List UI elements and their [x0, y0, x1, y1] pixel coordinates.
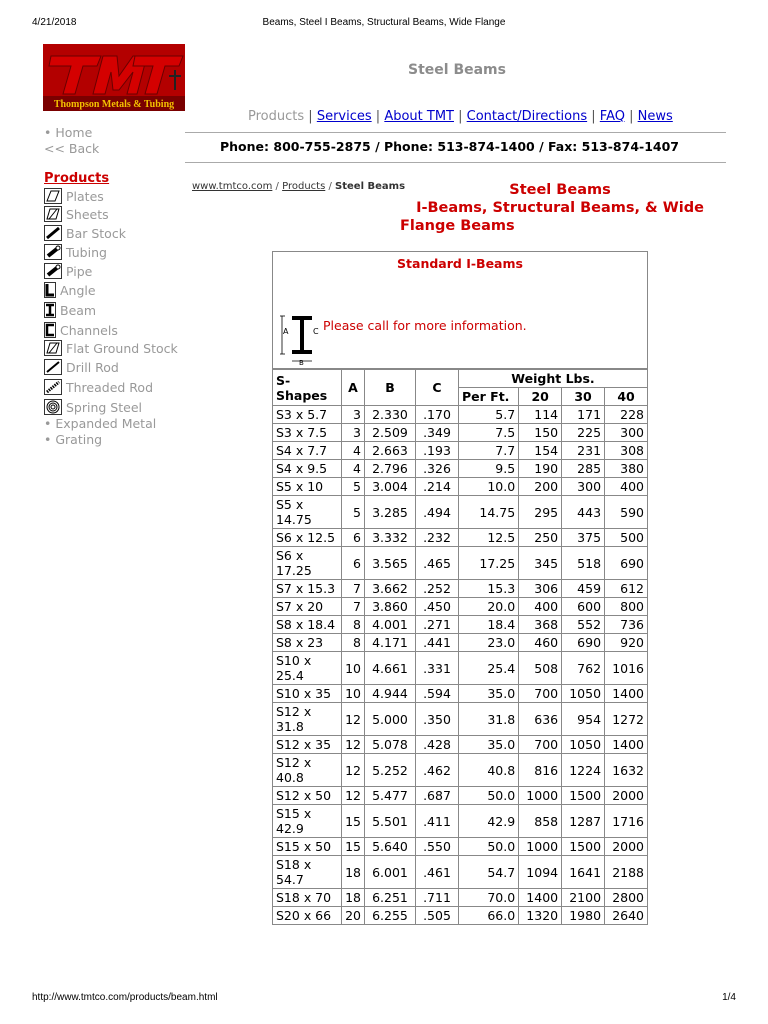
cell-per-ft: 25.4 — [459, 652, 519, 685]
divider — [185, 132, 726, 133]
cell-c: .428 — [416, 736, 459, 754]
top-navigation — [248, 109, 673, 124]
nav-about[interactable]: About TMT — [384, 109, 454, 124]
cell-weight-40: 1632 — [605, 754, 648, 787]
cell-shape: S15 x 42.9 — [273, 805, 342, 838]
cell-weight-20: 150 — [519, 424, 562, 442]
cell-weight-20: 1094 — [519, 856, 562, 889]
cell-c: .252 — [416, 580, 459, 598]
print-title: Beams, Steel I Beams, Structural Beams, Wide Flange — [262, 17, 506, 28]
cell-weight-40: 1400 — [605, 736, 648, 754]
table-row — [273, 580, 648, 598]
cell-per-ft: 40.8 — [459, 754, 519, 787]
cell-b: 3.662 — [365, 580, 416, 598]
cell-c: .687 — [416, 787, 459, 805]
table-row — [273, 496, 648, 529]
cell-weight-20: 700 — [519, 685, 562, 703]
cell-weight-20: 190 — [519, 460, 562, 478]
cell-a: 18 — [342, 889, 365, 907]
cell-weight-30: 1500 — [562, 838, 605, 856]
cell-c: .550 — [416, 838, 459, 856]
cell-b: 5.252 — [365, 754, 416, 787]
sidebar-item-label: Sheets — [66, 206, 109, 222]
sidebar-expanded-metal-link[interactable]: • Expanded Metal — [44, 416, 157, 431]
cell-a: 12 — [342, 754, 365, 787]
table-row — [273, 406, 648, 424]
cell-c: .271 — [416, 616, 459, 634]
cell-a: 6 — [342, 529, 365, 547]
cell-b: 2.663 — [365, 442, 416, 460]
sidebar-item-label: Plates — [66, 188, 104, 204]
cell-weight-20: 858 — [519, 805, 562, 838]
i-beam-diagram-icon — [279, 314, 323, 366]
cell-weight-30: 518 — [562, 547, 605, 580]
call-for-info-message: Please call for more information. — [323, 318, 527, 333]
cell-weight-30: 1980 — [562, 907, 605, 925]
cell-weight-20: 700 — [519, 736, 562, 754]
cell-weight-20: 368 — [519, 616, 562, 634]
sidebar-item-label: Channels — [60, 322, 118, 338]
table-row — [273, 838, 648, 856]
page-heading — [400, 181, 720, 235]
cell-shape: S8 x 18.4 — [273, 616, 342, 634]
cell-shape: S12 x 31.8 — [273, 703, 342, 736]
cell-per-ft: 17.25 — [459, 547, 519, 580]
sidebar-grating-link[interactable]: • Grating — [44, 432, 103, 447]
cell-weight-40: 920 — [605, 634, 648, 652]
cell-per-ft: 66.0 — [459, 907, 519, 925]
cell-c: .349 — [416, 424, 459, 442]
cell-shape: S6 x 17.25 — [273, 547, 342, 580]
pipe-icon — [44, 263, 62, 279]
table-row — [273, 529, 648, 547]
cell-a: 3 — [342, 424, 365, 442]
cell-a: 7 — [342, 598, 365, 616]
cell-shape: S12 x 50 — [273, 787, 342, 805]
cell-c: .193 — [416, 442, 459, 460]
sidebar-item-plates[interactable] — [44, 188, 104, 204]
cell-per-ft: 10.0 — [459, 478, 519, 496]
cell-b: 4.944 — [365, 685, 416, 703]
sidebar-item-label: Beam — [60, 302, 97, 318]
cell-weight-40: 1016 — [605, 652, 648, 685]
nav-news[interactable]: News — [637, 109, 673, 124]
cell-c: .350 — [416, 703, 459, 736]
sidebar-item-label: Threaded Rod — [66, 379, 154, 395]
nav-separator: | — [629, 109, 634, 124]
cell-weight-20: 345 — [519, 547, 562, 580]
nav-contact[interactable]: Contact/Directions — [466, 109, 588, 124]
cell-b: 3.285 — [365, 496, 416, 529]
cell-c: .505 — [416, 907, 459, 925]
svg-text:B: B — [299, 359, 304, 366]
cell-weight-40: 800 — [605, 598, 648, 616]
cell-weight-30: 285 — [562, 460, 605, 478]
cell-per-ft: 12.5 — [459, 529, 519, 547]
nav-separator: | — [458, 109, 463, 124]
table-row — [273, 478, 648, 496]
sidebar-home-link[interactable]: • Home — [44, 125, 93, 140]
table-row — [273, 652, 648, 685]
cell-weight-40: 500 — [605, 529, 648, 547]
cell-c: .326 — [416, 460, 459, 478]
cell-weight-30: 690 — [562, 634, 605, 652]
cell-shape: S5 x 14.75 — [273, 496, 342, 529]
col-header-weight: Weight Lbs. — [459, 370, 648, 388]
cell-weight-30: 171 — [562, 406, 605, 424]
cell-weight-20: 1320 — [519, 907, 562, 925]
cell-per-ft: 50.0 — [459, 787, 519, 805]
cell-weight-30: 1224 — [562, 754, 605, 787]
cell-b: 6.255 — [365, 907, 416, 925]
cell-per-ft: 18.4 — [459, 616, 519, 634]
cell-weight-20: 400 — [519, 598, 562, 616]
cell-c: .594 — [416, 685, 459, 703]
cell-c: .450 — [416, 598, 459, 616]
cell-c: .232 — [416, 529, 459, 547]
cell-weight-30: 2100 — [562, 889, 605, 907]
cell-a: 4 — [342, 460, 365, 478]
cell-per-ft: 7.5 — [459, 424, 519, 442]
cell-a: 18 — [342, 856, 365, 889]
cell-per-ft: 35.0 — [459, 685, 519, 703]
cell-weight-40: 380 — [605, 460, 648, 478]
sidebar-item-label: Pipe — [66, 263, 93, 279]
cell-weight-20: 460 — [519, 634, 562, 652]
cell-weight-30: 300 — [562, 478, 605, 496]
sidebar-item-label: Angle — [60, 282, 96, 298]
cell-c: .441 — [416, 634, 459, 652]
cell-shape: S5 x 10 — [273, 478, 342, 496]
table-row — [273, 805, 648, 838]
table-row — [273, 736, 648, 754]
cell-weight-30: 762 — [562, 652, 605, 685]
cell-shape: S18 x 70 — [273, 889, 342, 907]
cell-weight-40: 400 — [605, 478, 648, 496]
cell-b: 2.796 — [365, 460, 416, 478]
nav-products[interactable]: Products — [248, 109, 305, 124]
table-row — [273, 907, 648, 925]
cell-weight-40: 690 — [605, 547, 648, 580]
cell-per-ft: 23.0 — [459, 634, 519, 652]
beam-spec-table — [272, 369, 648, 925]
cell-per-ft: 50.0 — [459, 838, 519, 856]
cell-a: 12 — [342, 703, 365, 736]
cell-weight-20: 250 — [519, 529, 562, 547]
cell-weight-30: 375 — [562, 529, 605, 547]
cell-shape: S3 x 7.5 — [273, 424, 342, 442]
cell-weight-20: 306 — [519, 580, 562, 598]
cell-per-ft: 31.8 — [459, 703, 519, 736]
sidebar-item-channels[interactable] — [44, 322, 118, 338]
cell-b: 6.001 — [365, 856, 416, 889]
cell-shape: S6 x 12.5 — [273, 529, 342, 547]
cell-b: 3.860 — [365, 598, 416, 616]
table-row — [273, 616, 648, 634]
angle-icon — [44, 282, 56, 298]
divider — [185, 162, 726, 163]
cell-weight-40: 228 — [605, 406, 648, 424]
cell-c: .465 — [416, 547, 459, 580]
svg-text:C: C — [313, 327, 319, 336]
cell-weight-30: 1641 — [562, 856, 605, 889]
cell-weight-20: 154 — [519, 442, 562, 460]
cell-c: .462 — [416, 754, 459, 787]
cell-weight-30: 954 — [562, 703, 605, 736]
cell-shape: S7 x 15.3 — [273, 580, 342, 598]
cell-weight-40: 2000 — [605, 787, 648, 805]
table-row — [273, 685, 648, 703]
cell-a: 10 — [342, 652, 365, 685]
table-row — [273, 754, 648, 787]
sidebar-item-threaded-rod[interactable] — [44, 379, 153, 395]
cell-weight-30: 459 — [562, 580, 605, 598]
table-row — [273, 787, 648, 805]
drill-rod-icon — [44, 359, 62, 375]
svg-text:A: A — [283, 327, 289, 336]
threaded-rod-icon — [44, 379, 62, 395]
col-header-per-ft: Per Ft. — [459, 388, 519, 406]
cell-a: 8 — [342, 634, 365, 652]
print-date: 4/21/2018 — [32, 17, 77, 28]
cell-b: 4.001 — [365, 616, 416, 634]
cell-shape: S8 x 23 — [273, 634, 342, 652]
breadcrumb-current: Steel Beams — [335, 181, 406, 192]
sidebar-item-drill-rod[interactable] — [44, 359, 119, 375]
cell-shape: S4 x 9.5 — [273, 460, 342, 478]
cell-c: .494 — [416, 496, 459, 529]
cell-b: 2.330 — [365, 406, 416, 424]
svg-text:Thompson Metals & Tubing: Thompson Metals & Tubing — [53, 99, 175, 110]
table-row — [273, 442, 648, 460]
sidebar-item-sheets[interactable] — [44, 206, 109, 222]
cell-weight-40: 2000 — [605, 838, 648, 856]
contact-phone-fax: Phone: 800-755-2875 / Phone: 513-874-1400 / Fax: 513-874-1407 — [220, 139, 679, 154]
cell-a: 12 — [342, 736, 365, 754]
beam-icon — [44, 302, 56, 318]
cell-a: 3 — [342, 406, 365, 424]
cell-weight-20: 200 — [519, 478, 562, 496]
cell-c: .170 — [416, 406, 459, 424]
table-row — [273, 856, 648, 889]
nav-faq[interactable]: FAQ — [599, 109, 625, 124]
cell-a: 15 — [342, 838, 365, 856]
cell-shape: S10 x 25.4 — [273, 652, 342, 685]
cell-c: .461 — [416, 856, 459, 889]
cell-b: 3.004 — [365, 478, 416, 496]
cell-per-ft: 14.75 — [459, 496, 519, 529]
sidebar-item-label: Spring Steel — [66, 399, 143, 415]
cell-weight-20: 1000 — [519, 787, 562, 805]
cell-b: 4.171 — [365, 634, 416, 652]
sidebar-item-beam[interactable] — [44, 302, 96, 318]
cell-shape: S10 x 35 — [273, 685, 342, 703]
site-title: Steel Beams — [408, 62, 506, 78]
cell-weight-30: 443 — [562, 496, 605, 529]
cell-weight-40: 308 — [605, 442, 648, 460]
cell-shape: S3 x 5.7 — [273, 406, 342, 424]
cell-weight-40: 612 — [605, 580, 648, 598]
sidebar-item-label: Tubing — [66, 244, 107, 260]
cell-b: 5.000 — [365, 703, 416, 736]
table-row — [273, 424, 648, 442]
cell-weight-30: 600 — [562, 598, 605, 616]
breadcrumb-separator: / — [275, 181, 279, 192]
cell-b: 5.078 — [365, 736, 416, 754]
channel-icon — [44, 322, 56, 338]
cell-per-ft: 7.7 — [459, 442, 519, 460]
cell-c: .711 — [416, 889, 459, 907]
cell-shape: S15 x 50 — [273, 838, 342, 856]
cell-weight-20: 508 — [519, 652, 562, 685]
cell-per-ft: 20.0 — [459, 598, 519, 616]
cell-weight-40: 1716 — [605, 805, 648, 838]
sidebar-item-pipe[interactable] — [44, 263, 92, 279]
table-row — [273, 703, 648, 736]
col-header-b: B — [365, 370, 416, 406]
col-header-a: A — [342, 370, 365, 406]
cell-weight-20: 1000 — [519, 838, 562, 856]
breadcrumb-site-link[interactable]: www.tmtco.com — [192, 181, 273, 192]
cell-weight-20: 816 — [519, 754, 562, 787]
col-header-shape: S-Shapes — [273, 370, 342, 406]
cell-weight-40: 2640 — [605, 907, 648, 925]
print-page-number: 1/4 — [722, 992, 736, 1003]
cell-a: 12 — [342, 787, 365, 805]
sidebar-item-angle[interactable] — [44, 282, 96, 298]
beam-spec-rows — [273, 406, 648, 925]
cell-weight-30: 1287 — [562, 805, 605, 838]
sidebar-back-link[interactable]: << Back — [44, 141, 100, 156]
cell-per-ft: 35.0 — [459, 736, 519, 754]
cell-b: 5.640 — [365, 838, 416, 856]
cell-weight-20: 1400 — [519, 889, 562, 907]
cell-weight-40: 590 — [605, 496, 648, 529]
cell-weight-30: 1050 — [562, 685, 605, 703]
cell-shape: S12 x 40.8 — [273, 754, 342, 787]
tmt-logo-mark — [43, 44, 185, 111]
spring-steel-icon — [44, 399, 62, 415]
cell-shape: S4 x 7.7 — [273, 442, 342, 460]
cell-shape: S12 x 35 — [273, 736, 342, 754]
cell-weight-40: 736 — [605, 616, 648, 634]
sidebar-item-label: Drill Rod — [66, 359, 119, 375]
table-row — [273, 889, 648, 907]
cell-a: 8 — [342, 616, 365, 634]
table-row — [273, 634, 648, 652]
sidebar-item-tubing[interactable] — [44, 244, 107, 260]
cell-b: 5.477 — [365, 787, 416, 805]
cell-a: 20 — [342, 907, 365, 925]
sidebar-item-label: Bar Stock — [66, 225, 126, 241]
cell-per-ft: 5.7 — [459, 406, 519, 424]
sidebar-item-spring-steel[interactable] — [44, 399, 142, 415]
cell-b: 6.251 — [365, 889, 416, 907]
table-row — [273, 547, 648, 580]
nav-separator: | — [375, 109, 381, 124]
table-row — [273, 460, 648, 478]
cell-b: 4.661 — [365, 652, 416, 685]
cell-b: 5.501 — [365, 805, 416, 838]
page-subtitle: I-Beams, Structural Beams, & Wide — [416, 200, 704, 216]
standard-i-beams-panel — [272, 251, 648, 369]
panel-title: Standard I-Beams — [397, 256, 523, 271]
sheet-icon — [44, 206, 62, 222]
cell-c: .331 — [416, 652, 459, 685]
cell-a: 5 — [342, 496, 365, 529]
page-title: Steel Beams — [509, 182, 611, 198]
cell-a: 4 — [342, 442, 365, 460]
col-header-20: 20 — [519, 388, 562, 406]
print-url: http://www.tmtco.com/products/beam.html — [32, 992, 218, 1003]
cell-c: .411 — [416, 805, 459, 838]
cell-shape: S20 x 66 — [273, 907, 342, 925]
cell-shape: S18 x 54.7 — [273, 856, 342, 889]
cell-per-ft: 15.3 — [459, 580, 519, 598]
sidebar-item-bar-stock[interactable] — [44, 225, 126, 241]
nav-services[interactable]: Services — [316, 109, 372, 124]
cell-per-ft: 42.9 — [459, 805, 519, 838]
sidebar-item-label: Flat Ground Stock — [66, 340, 178, 356]
cell-per-ft: 54.7 — [459, 856, 519, 889]
cell-b: 3.332 — [365, 529, 416, 547]
col-header-c: C — [416, 370, 459, 406]
nav-separator: | — [308, 109, 313, 124]
cell-weight-40: 2800 — [605, 889, 648, 907]
cell-weight-20: 636 — [519, 703, 562, 736]
breadcrumb — [192, 181, 405, 192]
cell-b: 2.509 — [365, 424, 416, 442]
cell-weight-30: 225 — [562, 424, 605, 442]
cell-weight-20: 114 — [519, 406, 562, 424]
cell-b: 3.565 — [365, 547, 416, 580]
cell-c: .214 — [416, 478, 459, 496]
cell-per-ft: 70.0 — [459, 889, 519, 907]
plate-icon — [44, 188, 62, 204]
table-row — [273, 598, 648, 616]
cell-weight-40: 2188 — [605, 856, 648, 889]
cell-a: 15 — [342, 805, 365, 838]
bar-stock-icon — [44, 225, 62, 241]
tmt-logo[interactable] — [43, 44, 185, 111]
cell-weight-20: 295 — [519, 496, 562, 529]
cell-a: 10 — [342, 685, 365, 703]
cell-weight-30: 231 — [562, 442, 605, 460]
cell-weight-30: 552 — [562, 616, 605, 634]
page-subtitle-continued: Flange Beams — [400, 218, 515, 234]
cell-a: 7 — [342, 580, 365, 598]
col-header-30: 30 — [562, 388, 605, 406]
cell-a: 5 — [342, 478, 365, 496]
col-header-40: 40 — [605, 388, 648, 406]
cell-weight-30: 1050 — [562, 736, 605, 754]
nav-separator: | — [591, 109, 596, 124]
cell-a: 6 — [342, 547, 365, 580]
cell-weight-40: 300 — [605, 424, 648, 442]
cell-shape: S7 x 20 — [273, 598, 342, 616]
cell-weight-40: 1400 — [605, 685, 648, 703]
tubing-icon — [44, 244, 62, 260]
flat-ground-stock-icon — [44, 340, 62, 356]
cell-weight-40: 1272 — [605, 703, 648, 736]
sidebar-products-heading[interactable]: Products — [44, 171, 110, 186]
breadcrumb-separator: / — [328, 181, 332, 192]
cell-per-ft: 9.5 — [459, 460, 519, 478]
cell-weight-30: 1500 — [562, 787, 605, 805]
breadcrumb-products-link[interactable]: Products — [282, 181, 326, 192]
sidebar-item-flat-ground-stock[interactable] — [44, 340, 178, 356]
